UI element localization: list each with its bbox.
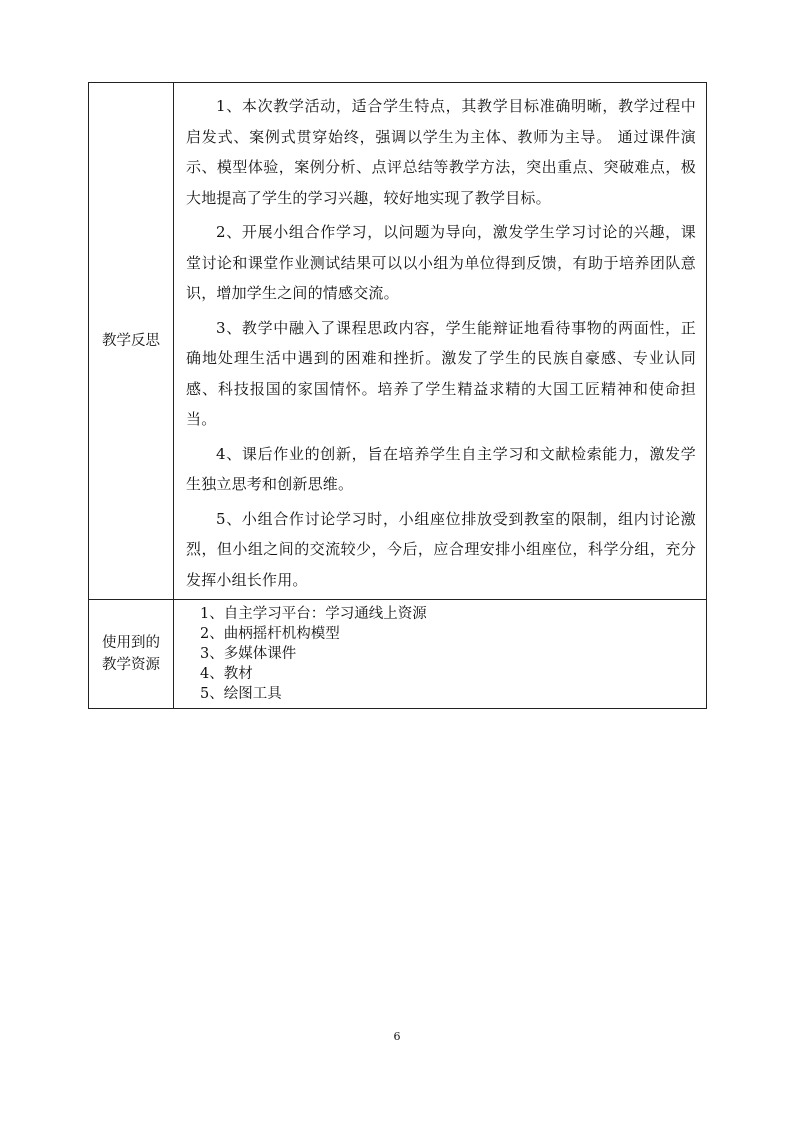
lesson-plan-table xyxy=(88,82,707,709)
resources-label xyxy=(89,600,174,709)
reflection-paragraph-3: 3、教学中融入了课程思政内容，学生能辩证地看待事物的两面性，正确地处理生活中遇到的困难和挫折。激发了学生的民族自豪感、专业认同感、科技报国的家国情怀。培养了学生精益求精的大国工匠精神和使命担当。 xyxy=(186,318,696,428)
resource-item-2: 2、曲柄摇杆机构模型 xyxy=(200,626,340,642)
reflection-paragraph-2: 2、开展小组合作学习，以问题为导向，激发学生学习讨论的兴趣，课堂讨论和课堂作业测试结果可以以小组为单位得到反馈，有助于培养团队意识，增加学生之间的情感交流。 xyxy=(186,223,696,302)
reflection-content xyxy=(174,83,707,600)
reflection-paragraph-1: 1、本次教学活动，适合学生特点，其教学目标准确明晰，教学过程中启发式、案例式贯穿始终，强调以学生为主体、教师为主导。 通过课件演示、模型体验，案例分析、点评总结等教学方法，突出重点、突破难点，极大地提高了学生的学习兴趣，较好地实现了教学目标。 xyxy=(186,97,696,207)
resource-item-3: 3、多媒体课件 xyxy=(200,646,297,662)
reflection-label: 教学反思 xyxy=(89,83,174,600)
resource-item-1: 1、自主学习平台：学习通线上资源 xyxy=(200,606,427,622)
resources-row xyxy=(89,600,707,709)
reflection-paragraph-5: 5、小组合作讨论学习时，小组座位排放受到教室的限制，组内讨论激烈，但小组之间的交流较少，今后，应合理安排小组座位，科学分组，充分发挥小组长作用。 xyxy=(186,509,696,589)
resources-label-line-1: 使用到的 xyxy=(102,635,160,651)
reflection-paragraph-4: 4、课后作业的创新，旨在培养学生自主学习和文献检索能力，激发学生独立思考和创新思维。 xyxy=(186,444,696,493)
resource-item-4: 4、教材 xyxy=(200,666,253,682)
page-number: 6 xyxy=(393,1030,401,1043)
resources-label-line-2: 教学资源 xyxy=(102,657,160,673)
resource-item-5: 5、绘图工具 xyxy=(200,686,282,702)
reflection-row xyxy=(89,83,707,600)
resources-list xyxy=(174,600,707,709)
